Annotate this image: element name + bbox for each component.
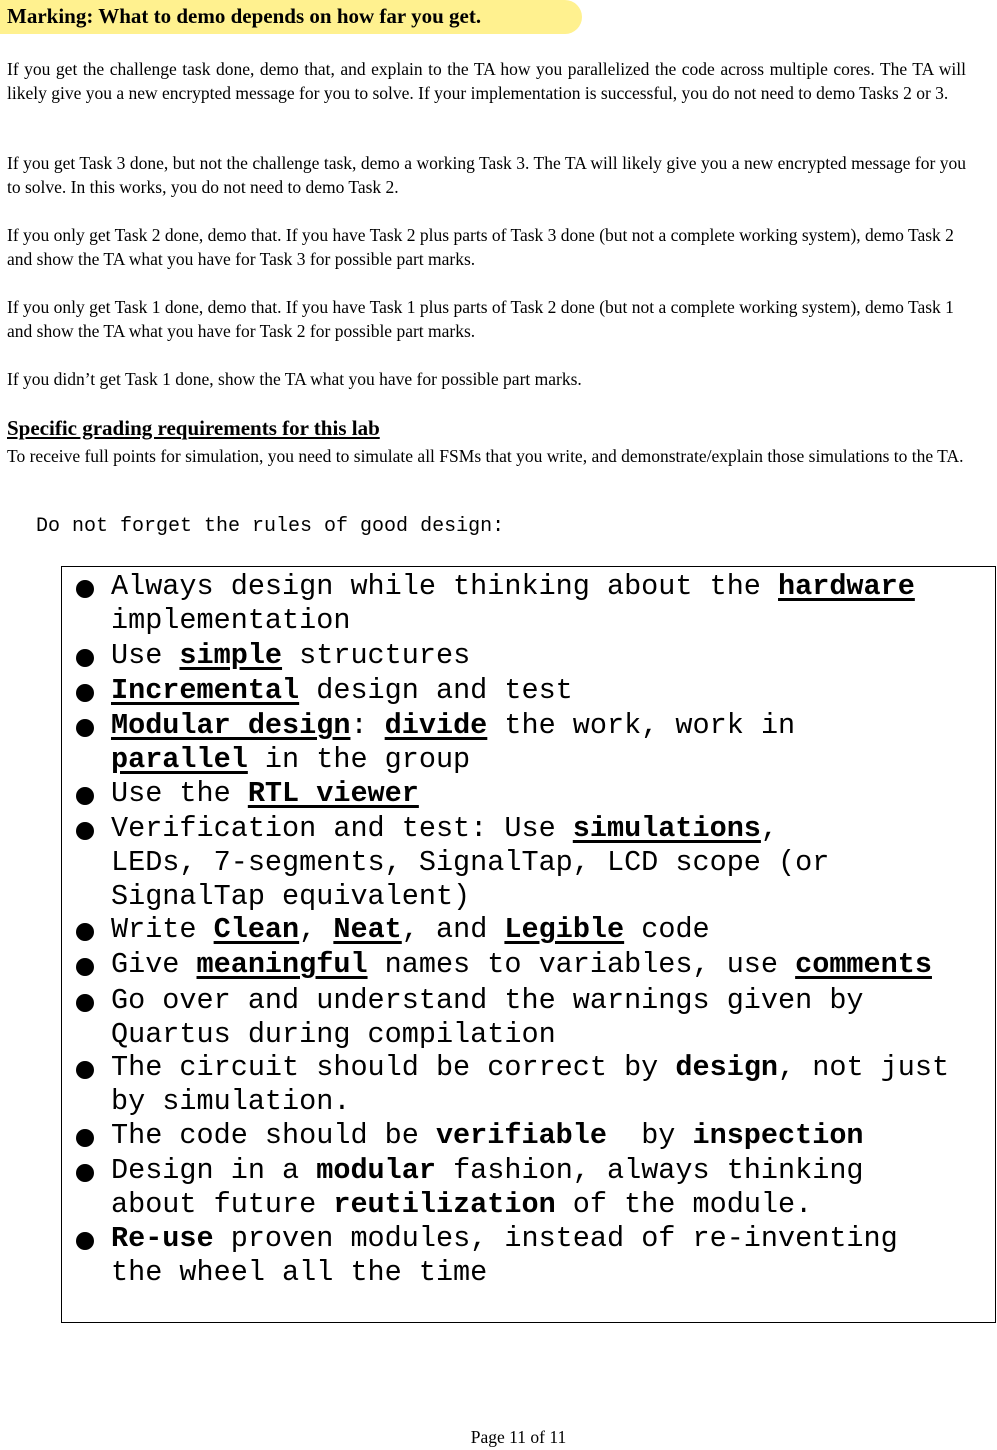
page-number: Page 11 of 11 (470, 1427, 567, 1447)
bullet-icon (76, 580, 94, 598)
paragraph-task3: If you get Task 3 done, but not the challenge task, demo a working Task 3. The TA will likely give you a new encrypted message for you to solve. In this works, you do not need to demo Task 2. (7, 153, 966, 197)
design-rules-box: Always design while thinking about the hardware implementation Use simple structures Incremental design and test Modular design: divide the work, work in parallel in the group Use the RTL viewer Verification and test: Use simulations, LEDs, 7-segments, SignalTap, LCD scope (or SignalTap equivalent) Write Clean, Neat, and Legible code Give meaningful names to variables, use comments Go over and understand the warnings given by Quartus during compilation The circuit should be correct by design, not just by simulation. The code should be verifiable by inspection Design in a modular fashion, always thinking about future reutilization of the module. Re-use proven modules, instead of re-inventing the wheel all the time (61, 566, 996, 1323)
bullet-icon (76, 923, 94, 941)
grading-heading: Specific grading requirements for this lab (7, 416, 380, 440)
bullet-icon (76, 1061, 94, 1079)
paragraph-challenge: If you get the challenge task done, demo that, and explain to the TA how you parallelized the code across multiple cores. The TA will likely give you a new encrypted message for you to solve. If your implementation is successful, you do not need to demo Tasks 2 or 3. (7, 59, 966, 103)
bullet-icon (76, 1129, 94, 1147)
bullet-icon (76, 994, 94, 1012)
bullet-icon (76, 684, 94, 702)
bullet-icon (76, 1232, 94, 1250)
bullet-icon (76, 787, 94, 805)
bullet-icon (76, 649, 94, 667)
bullet-icon (76, 1164, 94, 1182)
paragraph-no-task: If you didn’t get Task 1 done, show the TA what you have for possible part marks. (7, 369, 582, 389)
marking-heading: Marking: What to demo depends on how far you get. (7, 4, 482, 28)
bullet-icon (76, 719, 94, 737)
paragraph-task1: If you only get Task 1 done, demo that. If you have Task 1 plus parts of Task 2 done (but not a complete working system), demo Task 1 and show the TA what you have for Task 2 for possible part marks. (7, 297, 954, 341)
bullet-icon (76, 822, 94, 840)
grading-text: To receive full points for simulation, you need to simulate all FSMs that you write, and demonstrate/explain those simulations to the TA. (7, 446, 964, 466)
design-intro: Do not forget the rules of good design: (36, 515, 505, 538)
bullet-icon (76, 958, 94, 976)
paragraph-task2: If you only get Task 2 done, demo that. If you have Task 2 plus parts of Task 3 done (but not a complete working system), demo Task 2 and show the TA what you have for Task 3 for possible part marks. (7, 225, 954, 269)
